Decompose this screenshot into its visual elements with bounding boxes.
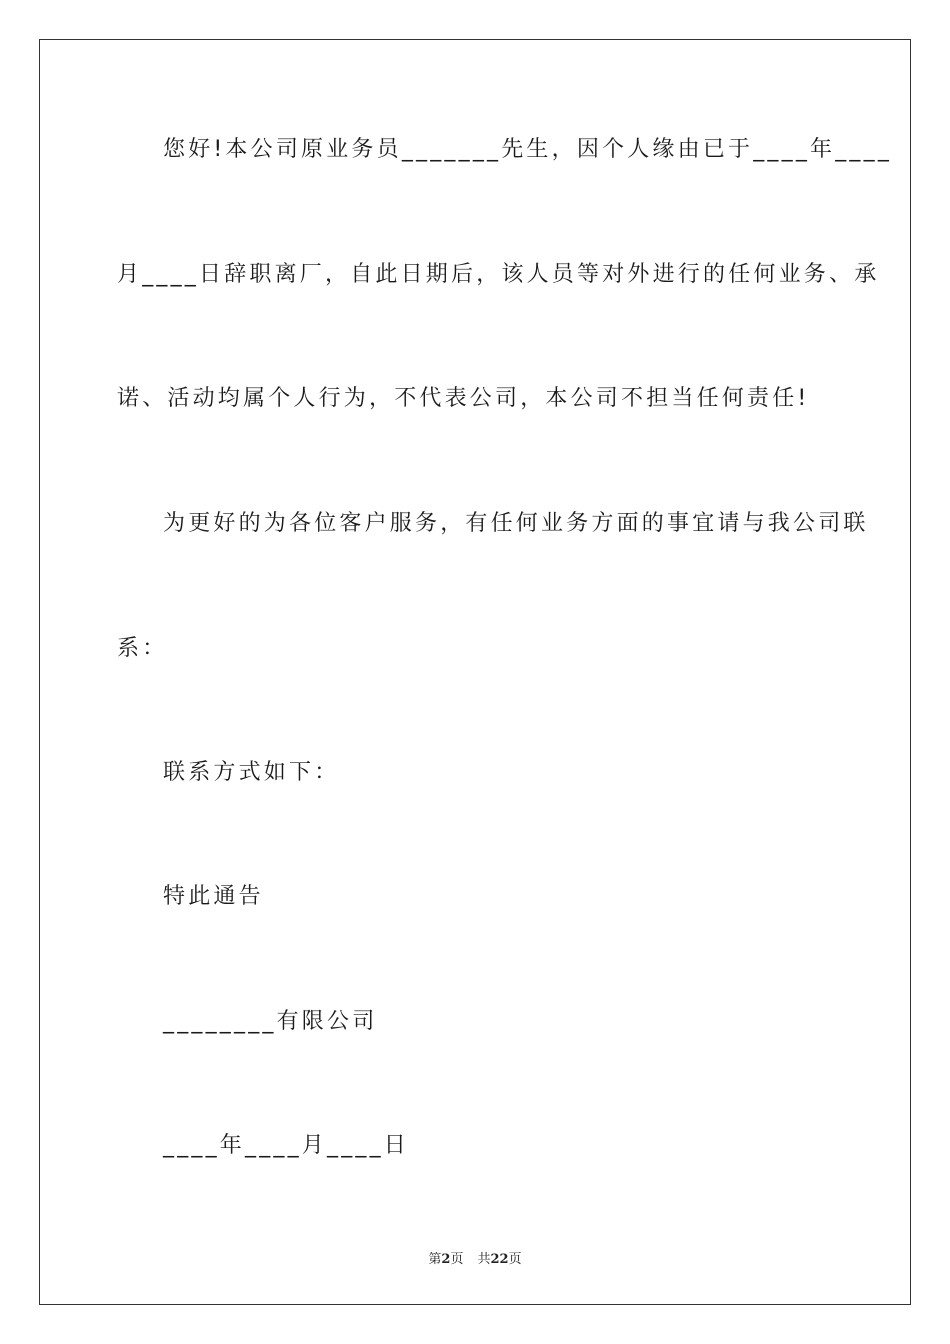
page-suffix: 页 (450, 1252, 464, 1267)
page-prefix: 第 (428, 1252, 442, 1267)
total-pages: 22 (490, 1252, 509, 1267)
paragraph-line-4: 为更好的为各位客户服务，有任何业务方面的事宜请与我公司联 (163, 511, 869, 536)
paragraph-line-3: 诺、活动均属个人行为，不代表公司，本公司不担当任何责任! (117, 386, 810, 411)
company-line: ________有限公司 (163, 1009, 378, 1034)
contact-line: 联系方式如下： (163, 760, 340, 785)
notice-line: 特此通告 (163, 884, 264, 909)
paragraph-line-1: 您好!本公司原业务员_______先生，因个人缘由已于____年____ (163, 137, 893, 162)
total-suffix: 页 (508, 1252, 522, 1267)
paragraph-line-5: 系： (117, 636, 168, 661)
total-prefix: 共 (477, 1252, 491, 1267)
paragraph-line-2: 月____日辞职离厂，自此日期后，该人员等对外进行的任何业务、承 (117, 262, 880, 287)
page-border (39, 39, 911, 1305)
date-line: ____年____月____日 (163, 1133, 410, 1158)
page-footer (0, 1248, 950, 1267)
page-number: 2 (441, 1252, 451, 1267)
